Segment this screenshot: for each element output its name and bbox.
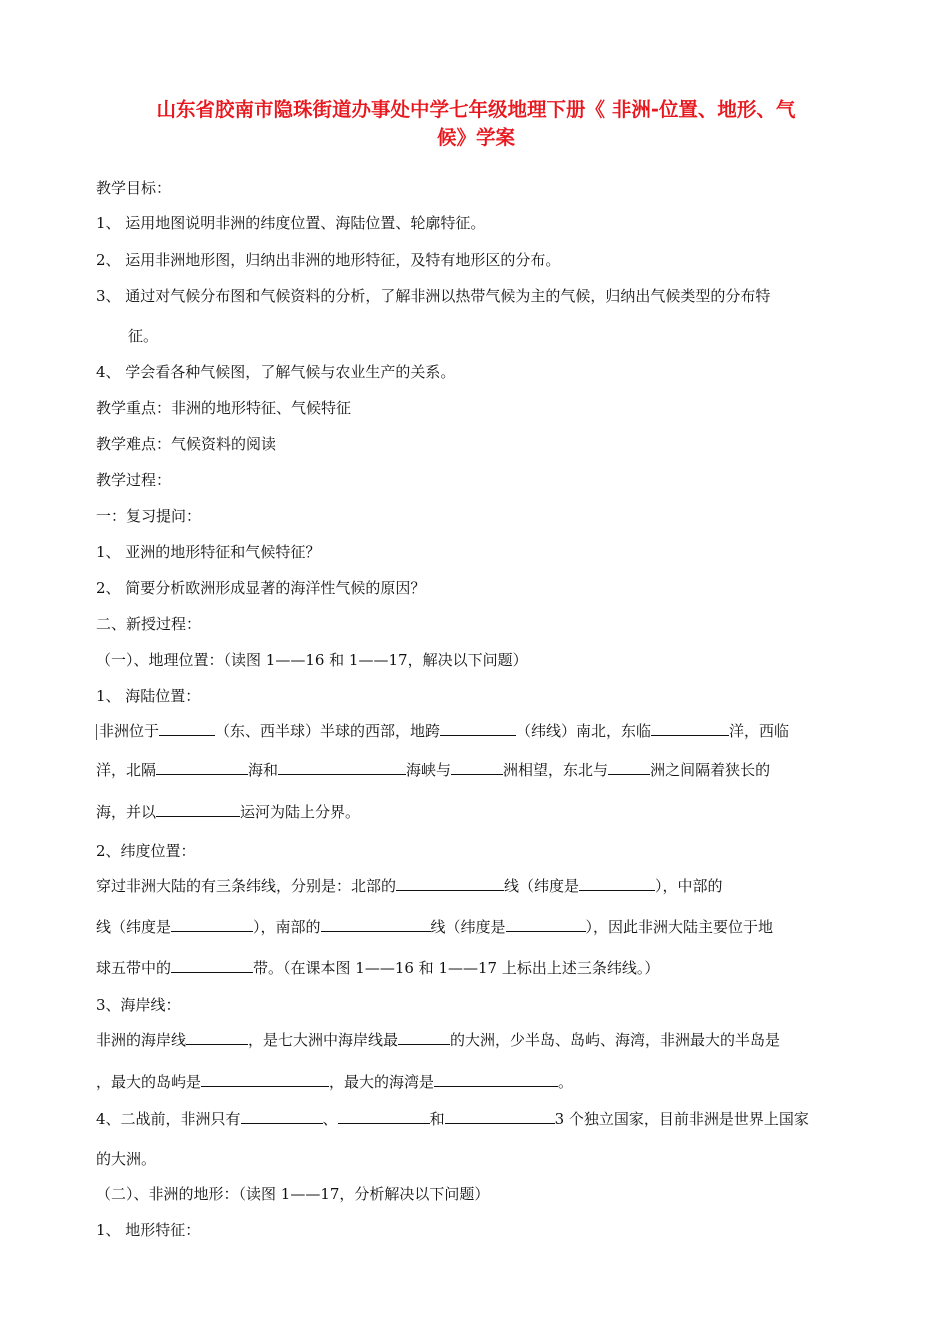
blank-largest-island[interactable] (201, 1072, 329, 1087)
objective-item-4: 4、 学会看各种气候图，了解气候与农业生产的关系。 (96, 363, 456, 381)
coast-line-2: ，最大的岛屿是 ，最大的海湾是 。 (96, 1073, 574, 1091)
section-1-heading: （一）、地理位置：（读图 1——16 和 1——17，解决以下问题） (96, 651, 528, 669)
coast-heading: 3、海岸线： (96, 996, 181, 1014)
blank-coastline[interactable] (186, 1030, 248, 1045)
title-line-1: 山东省胶南市隐珠街道办事处中学七年级地理下册《 非洲-位置、地形、气 (156, 98, 796, 121)
blank-east-ocean[interactable] (651, 721, 729, 736)
latitude-line-1: 穿过非洲大陆的有三条纬线，分别是：北部的 线（纬度是 ），中部的 (96, 877, 723, 895)
blank-zone[interactable] (171, 958, 253, 973)
blank-continent[interactable] (451, 760, 503, 775)
blank-country-3[interactable] (445, 1109, 555, 1124)
blank-country-1[interactable] (241, 1109, 323, 1124)
process-heading: 教学过程： (96, 471, 172, 489)
countries-line-1: 4、二战前，非洲只有 、 和 3 个独立国家，目前非洲是世界上国家 (96, 1110, 809, 1128)
sea-land-heading: 1、 海陆位置： (96, 687, 201, 705)
coast-line-1: 非洲的海岸线 ，是七大洲中海岸线最 的大洲，少半岛、岛屿、海湾，非洲最大的半岛是 (96, 1031, 781, 1049)
objective-item-2: 2、 运用非洲地形图，归纳出非洲的地形特征，及特有地形区的分布。 (96, 251, 561, 269)
sea-land-line-2: 洋，北隔 海和 海峡与 洲相望，东北与 洲之间隔着狭长的 (96, 761, 771, 779)
text-cursor (96, 724, 97, 740)
blank-largest-bay[interactable] (434, 1072, 558, 1087)
blank-middle-degree[interactable] (171, 917, 253, 932)
blank-canal[interactable] (156, 802, 240, 817)
objective-item-3-cont: 征。 (128, 327, 159, 345)
blank-northeast-continent[interactable] (608, 760, 650, 775)
section-2-heading: （二）、非洲的地形：（读图 1——17，分析解决以下问题） (96, 1185, 490, 1203)
blank-strait[interactable] (278, 760, 406, 775)
terrain-heading: 1、 地形特征： (96, 1221, 201, 1239)
blank-country-2[interactable] (338, 1109, 430, 1124)
latitude-line-2: 线（纬度是 ），南部的 线（纬度是 ），因此非洲大陆主要位于地 (96, 918, 774, 936)
new-lesson-heading: 二、新授过程： (96, 615, 202, 633)
blank-sea[interactable] (156, 760, 248, 775)
blank-hemisphere[interactable] (159, 721, 215, 736)
blank-coastline-degree[interactable] (398, 1030, 450, 1045)
review-item-1: 1、 亚洲的地形特征和气候特征？ (96, 543, 321, 561)
objective-item-3: 3、 通过对气候分布图和气候资料的分析，了解非洲以热带气候为主的气候，归纳出气候类型的分布特 (96, 287, 771, 305)
latitude-heading: 2、纬度位置： (96, 842, 196, 860)
blank-north-line[interactable] (396, 876, 504, 891)
latitude-line-3: 球五带中的 带。（在课本图 1——16 和 1——17 上标出上述三条纬线。） (96, 959, 660, 977)
objectives-heading: 教学目标： (96, 179, 172, 197)
objective-item-1: 1、 运用地图说明非洲的纬度位置、海陆位置、轮廓特征。 (96, 214, 486, 232)
title-line-2: 候》学案 (436, 126, 515, 149)
blank-south-degree[interactable] (506, 917, 586, 932)
blank-latitude-line[interactable] (440, 721, 516, 736)
blank-south-line[interactable] (321, 917, 431, 932)
review-item-2: 2、 简要分析欧洲形成显著的海洋性气候的原因？ (96, 579, 426, 597)
difficulty: 教学难点：气候资料的阅读 (96, 435, 277, 453)
blank-north-degree[interactable] (579, 876, 655, 891)
review-heading: 一：复习提问： (96, 507, 202, 525)
document-title (96, 96, 856, 152)
key-point: 教学重点：非洲的地形特征、气候特征 (96, 399, 352, 417)
countries-line-2: 的大洲。 (96, 1150, 157, 1168)
sea-land-line-3: 海，并以 运河为陆上分界。 (96, 803, 361, 821)
sea-land-line-1: 非洲位于 （东、西半球）半球的西部，地跨 （纬线）南北，东临 洋，西临 (96, 721, 789, 741)
